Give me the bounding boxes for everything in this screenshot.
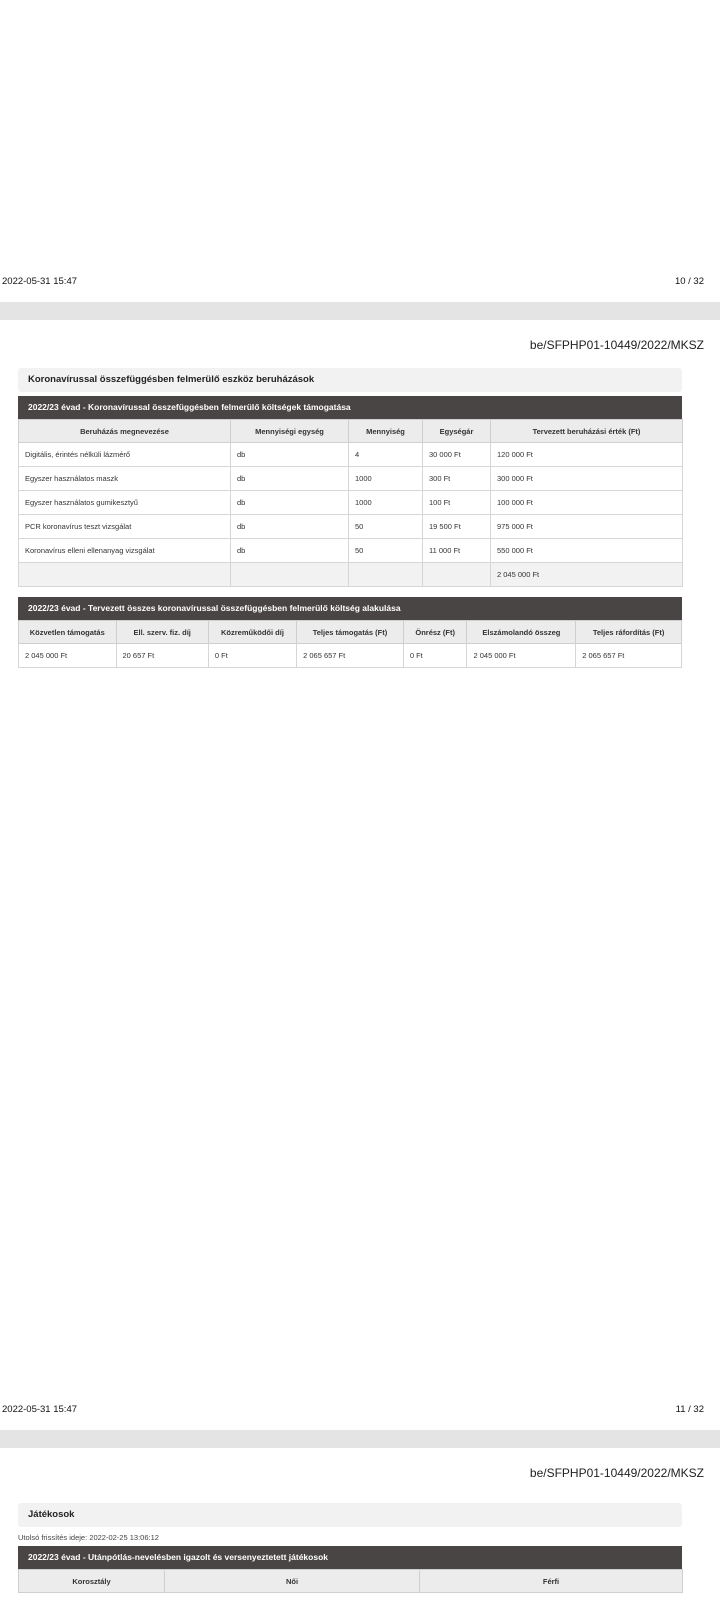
table-cell: Egyszer használatos gumikesztyű — [19, 491, 231, 515]
table-cell: 11 000 Ft — [423, 539, 491, 563]
table-header-row — [19, 1570, 683, 1593]
players-table — [18, 1569, 683, 1593]
column-header: Ell. szerv. fiz. díj — [116, 621, 208, 644]
table-cell: 30 000 Ft — [423, 443, 491, 467]
table-row — [19, 491, 683, 515]
table-cell: 20 657 Ft — [116, 644, 208, 668]
table-row — [19, 515, 683, 539]
table-total-row — [19, 563, 683, 587]
table-cell: db — [231, 443, 349, 467]
page-10 — [0, 0, 720, 302]
table-cell: 19 500 Ft — [423, 515, 491, 539]
table-cell: db — [231, 515, 349, 539]
table-title: 2022/23 évad - Koronavírussal összefüggésben felmerülő költségek támogatása — [18, 396, 682, 419]
footer-date: 2022-05-31 15:47 — [2, 1404, 78, 1415]
table-cell: 2 045 000 Ft — [19, 644, 117, 668]
table-cell — [423, 563, 491, 587]
column-header: Önrész (Ft) — [403, 621, 467, 644]
covid-assets-section — [18, 368, 682, 668]
table-cell: PCR koronavírus teszt vizsgálat — [19, 515, 231, 539]
table-title: 2022/23 évad - Utánpótlás-nevelésben igazolt és versenyeztetett játékosok — [18, 1546, 682, 1569]
table-cell: db — [231, 491, 349, 515]
table-cell: db — [231, 467, 349, 491]
table-cell: 50 — [349, 539, 423, 563]
page-number: 10 / 32 — [674, 276, 704, 287]
covid-total-table — [18, 620, 682, 668]
table-cell: Koronavírus elleni ellenanyag vizsgálat — [19, 539, 231, 563]
column-header: Egységár — [423, 420, 491, 443]
table-cell: 2 065 657 Ft — [297, 644, 404, 668]
table-cell: 4 — [349, 443, 423, 467]
column-header: Női — [165, 1570, 420, 1593]
total-value: 2 045 000 Ft — [491, 563, 683, 587]
table-cell — [19, 563, 231, 587]
table-row — [19, 539, 683, 563]
table-cell: 120 000 Ft — [491, 443, 683, 467]
column-header: Mennyiségi egység — [231, 420, 349, 443]
table-cell: 975 000 Ft — [491, 515, 683, 539]
table-cell — [231, 563, 349, 587]
section-title: Koronavírussal összefüggésben felmerülő eszköz beruházások — [18, 368, 682, 392]
column-header: Beruházás megnevezése — [19, 420, 231, 443]
page-footer — [0, 276, 720, 290]
last-updated-text: Utolsó frissítés ideje: 2022-02-25 13:06:12 — [18, 1533, 159, 1542]
table-row — [19, 467, 683, 491]
page-12 — [0, 1448, 720, 1600]
table-title: 2022/23 évad - Tervezett összes koronavírussal összefüggésben felmerülő költség alakulása — [18, 597, 682, 620]
table-cell: 1000 — [349, 491, 423, 515]
column-header: Teljes támogatás (Ft) — [297, 621, 404, 644]
document-id: be/SFPHP01-10449/2022/MKSZ — [529, 1466, 704, 1480]
section-title: Játékosok — [18, 1503, 682, 1527]
page-footer — [0, 1404, 720, 1418]
table-cell: 300 000 Ft — [491, 467, 683, 491]
table-cell: 2 065 657 Ft — [576, 644, 682, 668]
column-header: Korosztály — [19, 1570, 165, 1593]
table-row — [19, 443, 683, 467]
table-header-row — [19, 420, 683, 443]
document-id: be/SFPHP01-10449/2022/MKSZ — [529, 338, 704, 352]
table-cell: db — [231, 539, 349, 563]
column-header: Mennyiség — [349, 420, 423, 443]
table-cell: 0 Ft — [403, 644, 467, 668]
table-cell — [349, 563, 423, 587]
column-header: Elszámolandó összeg — [467, 621, 576, 644]
table-cell: 0 Ft — [208, 644, 296, 668]
table-cell: 550 000 Ft — [491, 539, 683, 563]
footer-date: 2022-05-31 15:47 — [2, 276, 78, 287]
table-cell: Egyszer használatos maszk — [19, 467, 231, 491]
table-header-row — [19, 621, 682, 644]
column-header: Közvetlen támogatás — [19, 621, 117, 644]
table-row — [19, 644, 682, 668]
table-cell: 50 — [349, 515, 423, 539]
column-header: Közreműködői díj — [208, 621, 296, 644]
covid-costs-table — [18, 419, 683, 587]
page-number: 11 / 32 — [675, 1404, 704, 1415]
table-cell: 2 045 000 Ft — [467, 644, 576, 668]
page-11 — [0, 320, 720, 1430]
table-cell: Digitális, érintés nélküli lázmérő — [19, 443, 231, 467]
table-cell: 1000 — [349, 467, 423, 491]
players-section — [18, 1503, 682, 1593]
column-header: Tervezett beruházási érték (Ft) — [491, 420, 683, 443]
column-header: Férfi — [420, 1570, 683, 1593]
column-header: Teljes ráfordítás (Ft) — [576, 621, 682, 644]
table-cell: 100 000 Ft — [491, 491, 683, 515]
table-cell: 300 Ft — [423, 467, 491, 491]
table-cell: 100 Ft — [423, 491, 491, 515]
